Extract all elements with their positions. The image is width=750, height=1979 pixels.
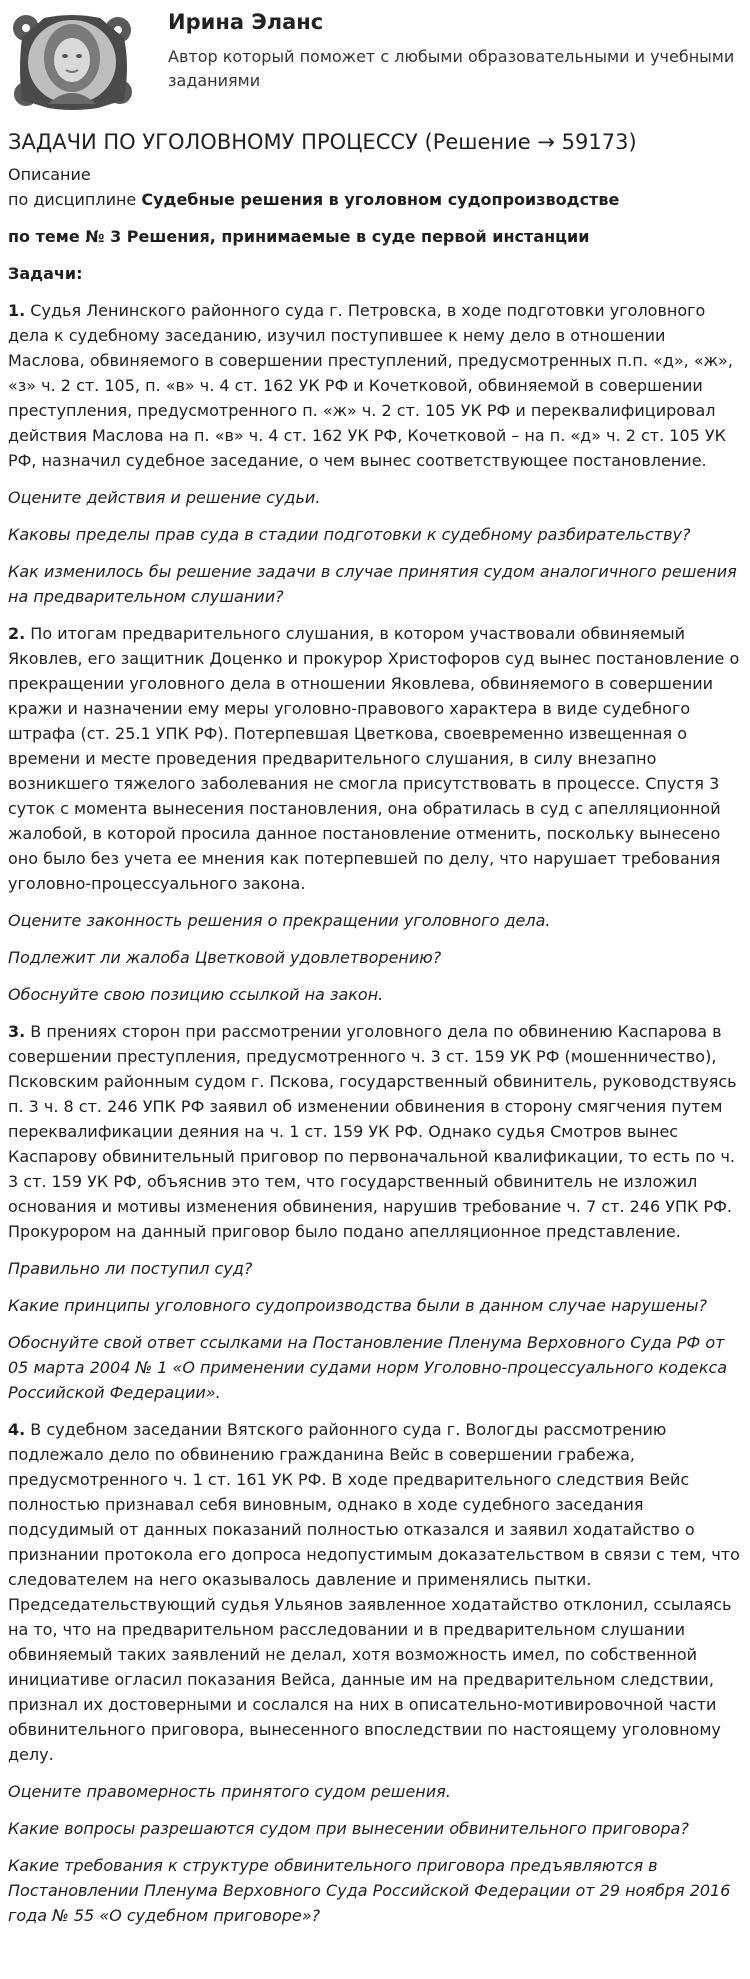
task-body: В прениях сторон при рассмотрении уголовного дела по обвинению Каспарова в совершении преступления, предусмотренного ч. 3 ст. 159 УК РФ (мошенничество), Псковским районным судом г. Пскова, государственный обвинитель, руководствуясь п. 3 ч. 8 ст. 246 УПК РФ заявил об изменении обвинения в сторону смягчения путем переквалификации деяния на ч. 1 ст. 159 УК РФ. Однако судья Смотров вынес Каспарову обвинительный приговор по первоначальной квалификации, то есть по ч. 3 ст. 159 УК РФ, объяснив это тем, что государственный обвинитель не изложил основания и мотивы изменения обвинения, нарушив требование ч. 7 ст. 246 УПК РФ. Прокурором на данный приговор было подано апелляционное представление. bbox=[8, 1022, 737, 1241]
discipline-name: Судебные решения в уголовном судопроизводстве bbox=[141, 190, 620, 209]
description-label: Описание bbox=[8, 165, 91, 184]
tasks-label: Задачи: bbox=[8, 264, 83, 283]
task-text bbox=[8, 1417, 742, 1767]
task-body: Судья Ленинского районного суда г. Петровска, в ходе подготовки уголовного дела к судебному заседанию, изучил поступившее к нему дело в отношении Маслова, обвиняемого в совершении преступлений, предусмотренных п.п. «д», «ж», «з» ч. 2 ст. 105, п. «в» ч. 4 ст. 162 УК РФ и Кочетковой, обвиняемой в совершении преступления, предусмотренного п. «ж» ч. 2 ст. 105 УК РФ и переквалифицировал действия Маслова на п. «в» ч. 4 ст. 162 УК РФ, Кочетковой – на п. «д» ч. 2 ст. 105 УК РФ, назначил судебное заседание, о чем вынес соответствующее постановление. bbox=[8, 301, 733, 470]
task-body: В судебном заседании Вятского районного суда г. Вологды рассмотрению подлежало дело по обвинению гражданина Вейс в совершении грабежа, предусмотренного ч. 1 ст. 161 УК РФ. В ходе предварительного следствия Вейс полностью признавал себя виновным, однако в ходе судебного заседания подсудимый от данных показаний полностью отказался и заявил ходатайство о признании протокола его допроса недопустимым доказательством в связи с тем, что следователем на него оказывалось давление и применялись пытки. Председательствующий судья Ульянов заявленное ходатайство отклонил, ссылаясь на то, что на предварительном расследовании и в предварительном слушании обвиняемый таких заявлений не делал, хотя возможность имел, по собственной инициативе огласил показания Вейса, данные им на предварительном следствии, признал их достоверными и сослался на них в описательно-мотивировочной части обвинительного приговора, вынесенного впоследствии по настоящему уголовному делу. bbox=[8, 1420, 740, 1764]
task-text bbox=[8, 1019, 742, 1244]
author-header bbox=[8, 0, 742, 128]
task-question: Какие принципы уголовного судопроизводства были в данном случае нарушены? bbox=[8, 1296, 707, 1315]
task-number: 3. bbox=[8, 1022, 26, 1041]
task-3 bbox=[8, 1019, 742, 1405]
task-question: Подлежит ли жалоба Цветковой удовлетворению? bbox=[8, 948, 442, 967]
task-question: Обоснуйте свою позицию ссылкой на закон. bbox=[8, 985, 384, 1004]
task-number: 4. bbox=[8, 1420, 26, 1439]
author-avatar bbox=[8, 8, 136, 114]
task-1 bbox=[8, 298, 742, 609]
task-2 bbox=[8, 621, 742, 1007]
task-question: Как изменилось бы решение задачи в случае принятия судом аналогичного решения на предварительном слушании? bbox=[8, 562, 737, 606]
task-4 bbox=[8, 1417, 742, 1928]
task-question: Оцените правомерность принятого судом решения. bbox=[8, 1782, 451, 1801]
task-body: По итогам предварительного слушания, в котором участвовали обвиняемый Яковлев, его защитник Доценко и прокурор Христофоров суд вынес постановление о прекращении уголовного дела в отношении Яковлева, обвиняемого в совершении кражи и назначении ему меры уголовно-правового характера в виде судебного штрафа (ст. 25.1 УПК РФ). Потерпевшая Цветкова, своевременно извещенная о времени и месте проведения предварительного слушания, в силу внезапно возникшего тяжелого заболевания не смогла присутствовать в процессе. Спустя 3 суток с момента вынесения постановления, она обратилась в суд с апелляционной жалобой, в которой просила данное постановление отменить, поскольку вынесено оно было без учета ее мнения как потерпевшей по делу, что нарушает требования уголовно-процессуального закона. bbox=[8, 624, 740, 893]
task-text bbox=[8, 621, 742, 896]
page-title: ЗАДАЧИ ПО УГОЛОВНОМУ ПРОЦЕССУ (Решение → 59173) bbox=[8, 130, 637, 154]
author-info bbox=[168, 8, 742, 93]
discipline-prefix: по дисциплине bbox=[8, 190, 142, 209]
discipline-line bbox=[8, 187, 742, 212]
task-question: Какие вопросы разрешаются судом при вынесении обвинительного приговора? bbox=[8, 1819, 689, 1838]
author-description: Автор который поможет с любыми образовательными и учебными заданиями bbox=[168, 47, 735, 90]
task-question: Оцените действия и решение судьи. bbox=[8, 488, 321, 507]
task-question: Правильно ли поступил суд? bbox=[8, 1259, 253, 1278]
task-question: Оцените законность решения о прекращении уголовного дела. bbox=[8, 911, 551, 930]
task-question: Каковы пределы прав суда в стадии подготовки к судебному разбирательству? bbox=[8, 525, 691, 544]
task-question: Обоснуйте свой ответ ссылками на Постановление Пленума Верховного Суда РФ от 05 марта 2004 № 1 «О применении судами норм Уголовно-процессуального кодекса Российской Федерации». bbox=[8, 1333, 728, 1402]
task-question: Какие требования к структуре обвинительного приговора предъявляются в Постановлении Пленума Верховного Суда Российской Федерации от 29 ноября 2016 года № 55 «О судебном приговоре»? bbox=[8, 1856, 731, 1925]
task-number: 1. bbox=[8, 301, 26, 320]
author-name: Ирина Эланс bbox=[168, 10, 324, 34]
task-text bbox=[8, 298, 742, 473]
task-number: 2. bbox=[8, 624, 26, 643]
topic-line: по теме № 3 Решения, принимаемые в суде первой инстанции bbox=[8, 227, 590, 246]
